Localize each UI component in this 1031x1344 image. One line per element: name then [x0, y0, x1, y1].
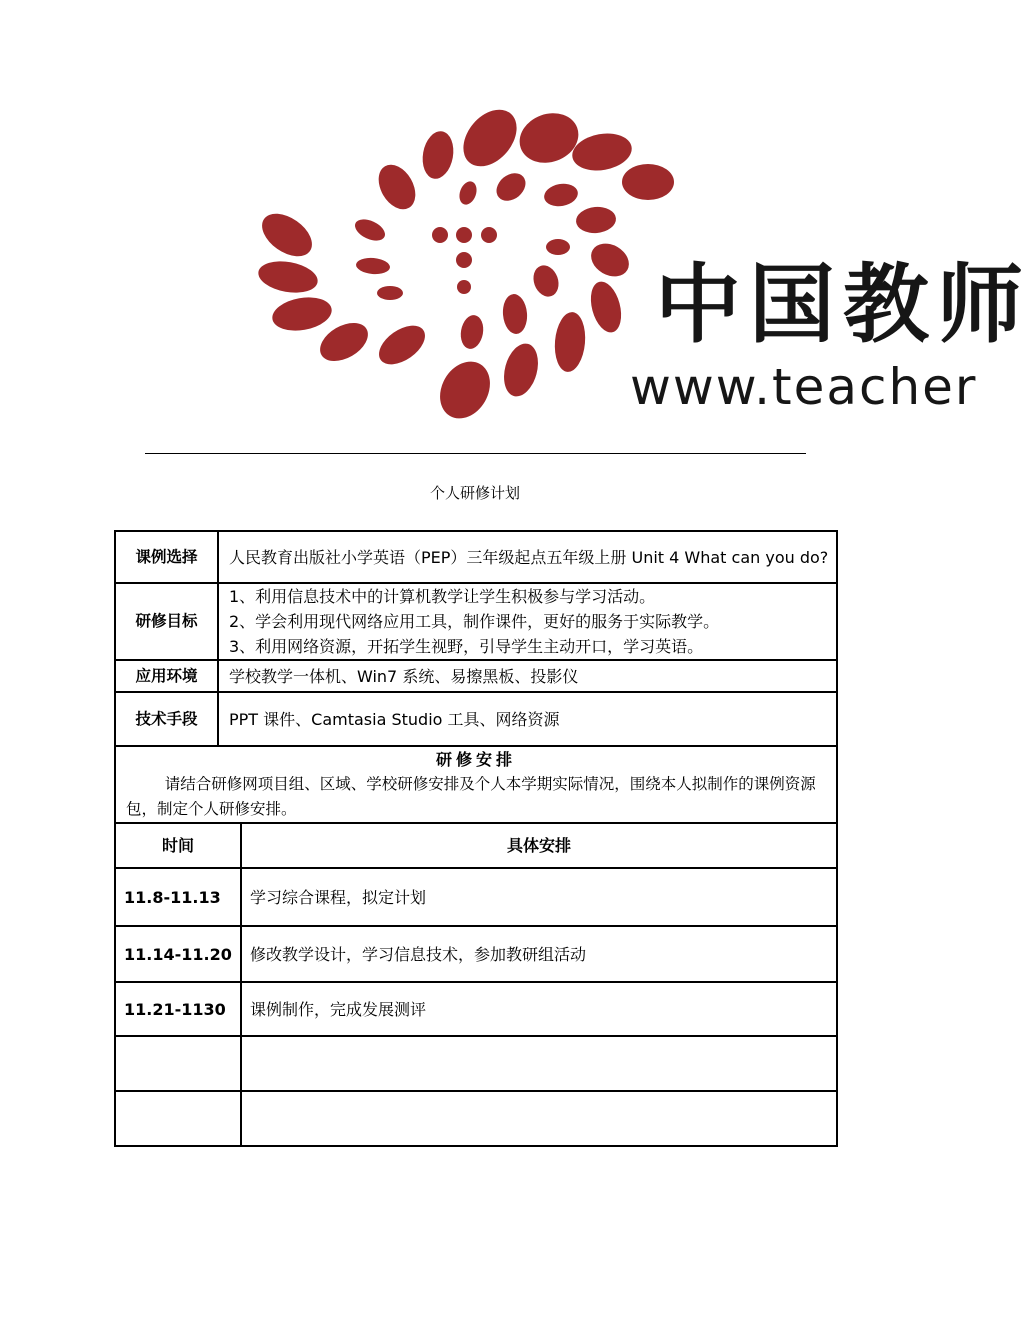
plan-content — [218, 531, 837, 583]
plan-row-environment — [115, 660, 837, 692]
plan-table — [114, 530, 838, 824]
plan-label: 研修目标 — [115, 583, 218, 660]
plan-row-goals — [115, 583, 837, 660]
schedule-table — [114, 822, 838, 1147]
schedule-task: 课例制作，完成发展测评 — [241, 982, 837, 1036]
schedule-task — [241, 1091, 837, 1146]
schedule-task: 修改教学设计，学习信息技术，参加教研组活动 — [241, 926, 837, 982]
plan-content — [218, 692, 837, 746]
header-divider — [145, 453, 806, 454]
schedule-task: 学习综合课程，拟定计划 — [241, 868, 837, 926]
page-title: 个人研修计划 — [429, 484, 520, 502]
schedule-time: 11.14-11.20 — [115, 926, 241, 982]
plan-line: 人民教育出版社小学英语（PEP）三年级起点五年级上册 Unit 4 What can you do? — [229, 547, 829, 567]
schedule-time — [115, 1036, 241, 1091]
schedule-row — [115, 868, 837, 926]
plan-content — [218, 583, 837, 660]
schedule-time: 11.21-1130 — [115, 982, 241, 1036]
plan-label: 课例选择 — [115, 531, 218, 583]
plan-label: 应用环境 — [115, 660, 218, 692]
schedule-row — [115, 1036, 837, 1091]
schedule-row — [115, 1091, 837, 1146]
section-heading: 研修安排 — [435, 750, 516, 769]
schedule-row — [115, 926, 837, 982]
logo-url-text: www.teacher — [630, 358, 978, 416]
logo — [250, 100, 1031, 420]
plan-line: 1、利用信息技术中的计算机教学让学生积极参与学习活动。 — [229, 587, 656, 606]
section-description: 请结合研修网项目组、区域、学校研修安排及个人本学期实际情况，围绕本人拟制作的课例资源包，制定个人研修安排。 — [126, 775, 816, 818]
plan-content — [218, 660, 837, 692]
column-header-arrangement: 具体安排 — [241, 823, 837, 868]
plan-section — [115, 746, 837, 823]
plan-line: 2、学会利用现代网络应用工具，制作课件，更好的服务于实际教学。 — [229, 612, 720, 631]
schedule-time: 11.8-11.13 — [115, 868, 241, 926]
plan-row-lesson — [115, 531, 837, 583]
plan-label: 技术手段 — [115, 692, 218, 746]
schedule-row — [115, 982, 837, 1036]
plan-line: 3、利用网络资源，开拓学生视野，引导学生主动开口，学习英语。 — [229, 637, 704, 656]
plan-row-technique — [115, 692, 837, 746]
plan-line: 学校教学一体机、Win7 系统、易擦黑板、投影仪 — [229, 666, 579, 686]
plan-section-row — [115, 746, 837, 823]
plan-line: PPT 课件、Camtasia Studio 工具、网络资源 — [229, 709, 560, 729]
schedule-time — [115, 1091, 241, 1146]
schedule-header-row — [115, 823, 837, 868]
logo-chinese-text: 中国教师 — [655, 255, 1031, 355]
schedule-task — [241, 1036, 837, 1091]
column-header-time: 时间 — [115, 823, 241, 868]
